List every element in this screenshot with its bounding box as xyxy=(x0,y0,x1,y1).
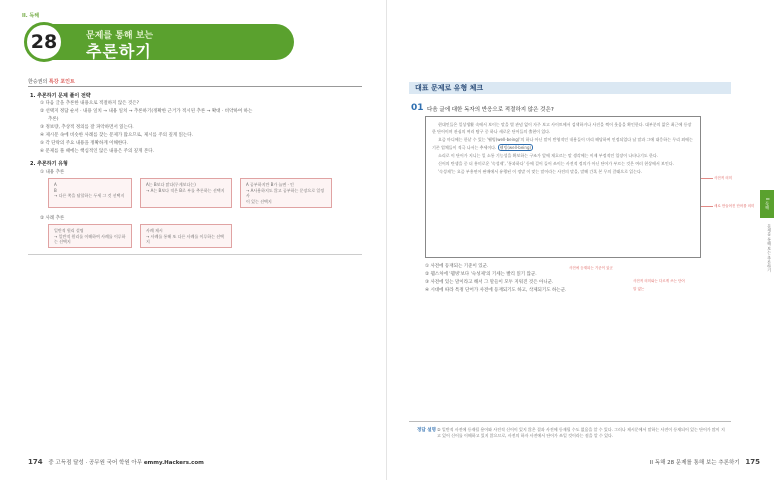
case-inference-box-e xyxy=(140,224,232,248)
strategy-heading: 1. 추론하기 문제 풀이 전략 xyxy=(30,93,91,99)
chapter-subtitle: 문제를 통해 보는 xyxy=(86,31,154,41)
section-bottom-divider xyxy=(28,254,362,255)
box-line: → 다른 쪽을 답할하는 두세 그 것 선택지 xyxy=(54,193,125,198)
annotation-leader xyxy=(701,206,713,207)
answer-option[interactable]: ③ 사전에 있는 말이라고 해서 그 말들이 모두 지워진 것은 아니군. xyxy=(425,280,554,285)
option-annotation: 사전에 등재되는 기준이 있군 xyxy=(569,266,613,270)
strategy-item: ③ 정보량, 추상적 정의를 잘 파악하면서 읽는다. xyxy=(40,125,134,130)
passage-paragraph: 현대인들은 일상생활 속에서 보이는 말을 별 관념 없이 자주 보고 사이트에서 검색하거나 사진을 찍어 웃음을 확인한다. 대부분의 앎은 최근에 등장한 단어이며 관심의 여러 탐구 중 하나 새로운 단어들의 출현이 있다. xyxy=(432,122,692,135)
box-line: → A사용하지도 않고 공부하는 문장으로 일정사 xyxy=(246,187,325,198)
passage-paragraph: '숙성제'는 요즘 부흥연어 판매에서 유행된 이 정말 이 맞는 말이라는 사전의 말을, 말해 간혹 본 무의 갈래으로 읽는다. xyxy=(438,169,643,175)
part-label: II. 독해 xyxy=(22,13,40,19)
question-text: 다음 글에 대한 독자의 반응으로 적절하지 않은 것은? xyxy=(427,107,554,113)
side-running-text: 문제를 통해 보는 추론하기 xyxy=(767,224,772,272)
representative-question-band: 대표 문제로 유형 체크 xyxy=(409,82,731,94)
chapter-number-badge: 28 xyxy=(24,22,64,62)
answer-option[interactable]: ② 웰스처에 '웰빙'보다 '숙성제'의 기세는 빨리 읽기 않군. xyxy=(425,272,537,277)
case-inference-box-d xyxy=(48,224,132,248)
box-line: 이 있는 선택지 xyxy=(246,198,272,204)
box-line: A xyxy=(54,182,57,187)
option-annotation: 말 없는 xyxy=(633,287,645,291)
answer-option[interactable]: ④ 시대에 따라 특정 단어가 사전에 등재되기도 하고, 삭제되기도 하는군. xyxy=(425,288,567,293)
section-head-accent: 특강 포인트 xyxy=(48,79,75,85)
strategy-item: ⑥ 문제를 풀 때에는 핵심적인 않은 내용은 주의 깊게 본다. xyxy=(40,149,154,154)
right-page xyxy=(387,0,774,480)
answer-option[interactable]: ① 사전에 등재되는 기준이 있군. xyxy=(425,264,489,269)
left-footer xyxy=(28,458,204,466)
passage-annotation: 새로 만들어진 단어를 의미 xyxy=(714,204,755,208)
left-footer-site: emmy.Hackers.com xyxy=(143,460,204,466)
section-head-prefix: 한승권의 xyxy=(28,79,48,85)
types-heading: 2. 추론하기 유형 xyxy=(30,161,68,167)
content-inference-box-c xyxy=(240,178,332,208)
answer-label: 정답 설명 xyxy=(417,428,436,433)
strategy-item: ④ 제시문 속에 비슷한 사례를 찾는 문제가 많으므로, 제시를 주의 깊게 읽는다. xyxy=(40,133,194,138)
type-label: ② 사례 추론 xyxy=(40,216,65,221)
answer-divider xyxy=(409,421,731,422)
box-line: B xyxy=(54,187,57,193)
left-footer-text: 중 고득점 달성 · 공무원 국어 학원 아무 xyxy=(48,460,143,466)
right-footer-text: II 독해 28 문제를 통해 보는 추론하기 xyxy=(649,460,740,466)
passage-paragraph xyxy=(432,136,694,150)
question-number: 01 xyxy=(411,103,424,113)
passage-paragraph: 소리로 이 단어가 지니는 일 소통 기능성을 확보하는 구조가 앞에 재흐르는 말 생각에는 이제 부정적인 입장이 나타나기도 한다. xyxy=(438,152,658,158)
box-line: A 공부하지만 B가 늘면 · 인 xyxy=(246,182,294,187)
passage-annotation: 사전적 의미 xyxy=(714,176,733,180)
right-page-number: 175 xyxy=(745,458,760,466)
side-section-tab: II 독해 xyxy=(760,190,774,218)
box-line: 일반적 원리 설명 xyxy=(54,228,84,233)
annotation-leader xyxy=(701,178,713,179)
circled-word: 웰빙(well-being) xyxy=(499,144,532,150)
passage-box xyxy=(425,116,701,258)
box-line: → 사례를 통해 또 다른 사례를 이루하는 선택지 xyxy=(146,233,224,244)
strategy-item: 추론) xyxy=(48,117,59,122)
option-annotation: 사전적 의미와는 다르게 쓰는 단어 xyxy=(633,279,685,283)
section-head xyxy=(28,78,75,85)
strategy-item: ⑤ 각 단락의 주요 내용을 정확하게 이해한다. xyxy=(40,141,128,146)
box-line: → 일반적 원리를 이해하여 사례를 이루하는 선택지 xyxy=(54,233,126,244)
left-page-number: 174 xyxy=(28,458,43,466)
content-inference-box-a xyxy=(48,178,132,208)
section-divider xyxy=(28,86,362,87)
right-footer xyxy=(650,458,760,466)
answer-explanation: ② 일반적 사전에 등재될 용어와 사전적 신어이 있지 않은 결과 사전에 등재될 수도 없음을 알 수 있다. 그러나 제시문에서 말하는 사전이 등재되어 있는 단어가 많이 지고 있어 신어를 이해하고 있지 않으므로, 사전의 하자 사전에서 단어가 쓰일 것이라는 점을 알 수 있다. xyxy=(437,427,725,438)
box-line: 사례 제시 xyxy=(146,228,163,233)
strategy-item: ① 다음 글을 추론한 내용으로 적절하지 않은 것은? xyxy=(40,101,140,106)
chapter-title: 추론하기 xyxy=(86,42,152,61)
passage-paragraph: 신어의 탄생을 중 더 흥미로운 '숙성제', '통과하다' 등에 걸어 들어 쓰이는 사전적 정의가 아닌 단어가 부르는 것은 여러 현상에서 보인다. xyxy=(438,161,674,167)
box-line: → A는 B보다 적은 B로 부를 추론하는 선택지 xyxy=(146,187,225,193)
box-line: A는 B보다 많다(무게보다는) xyxy=(146,182,196,187)
type-label: ① 내용 추론 xyxy=(40,170,65,175)
content-inference-box-b xyxy=(140,178,232,208)
strategy-item: ② 선택지 정답 순서 · 내용 일치 → 내용 일치 → 추론하기(정확한 근거가 적시된 추론 → 확대 · 비약하여 하는 xyxy=(40,109,253,114)
chapter-title-bar xyxy=(44,24,294,60)
passage-text: 요즘 마디에는 한낱 수 있는 '웰빙(well-being)'의 하나 아닌 말이 반영적인 내용들이 미리 해당하여 인정되었다 남 말과 그에 대응하는 무리 외에는 기존 업체들이 적극 나서는 추세이다. xyxy=(432,137,693,150)
